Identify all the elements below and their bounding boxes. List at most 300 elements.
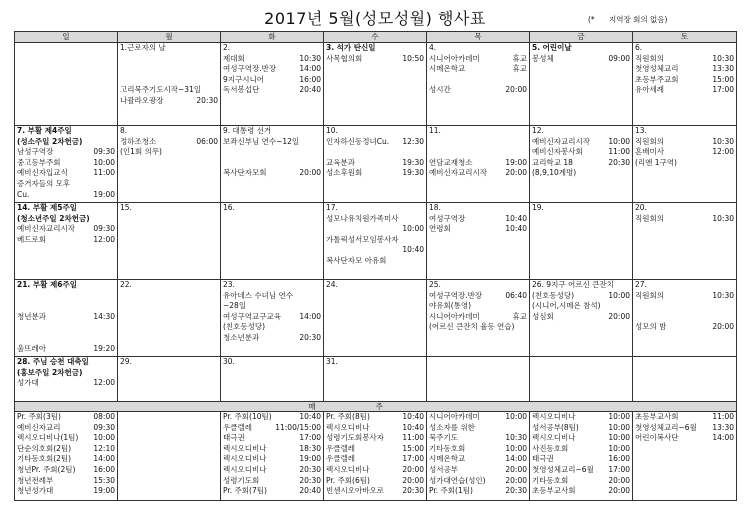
- event-name: 빈센시오아바오로: [326, 486, 384, 496]
- event-time: 14:00: [712, 433, 734, 443]
- weekly-event-item: [324, 412, 426, 423]
- event-name: 성모나유치원가족미사: [326, 213, 399, 223]
- event-time: 10:30: [712, 136, 734, 146]
- event-time: [319, 291, 321, 302]
- calendar-table: [14, 31, 737, 501]
- event-name: 사진동호회: [532, 443, 569, 453]
- event-time: 20:00: [505, 168, 527, 178]
- event-time: 14:00: [299, 311, 321, 321]
- event-item: [221, 75, 323, 86]
- event-name: (친호동성당): [223, 322, 266, 332]
- event-name: 시니어아카데미: [429, 53, 480, 63]
- event-item: [633, 214, 736, 225]
- day-cell[interactable]: [221, 357, 324, 402]
- event-time: 11:00: [93, 168, 115, 178]
- event-item: [530, 137, 632, 148]
- week-row: [15, 126, 737, 203]
- event-time: 10:00: [608, 443, 630, 453]
- event-time: 11:00: [608, 147, 630, 157]
- event-name: Pr. 주회(6팀): [326, 475, 370, 485]
- event-name: 유아세례: [635, 85, 664, 95]
- event-time: 12:10: [93, 443, 115, 453]
- day-number: 10.: [326, 126, 338, 135]
- event-time: [525, 322, 527, 333]
- event-time: 10:40: [299, 412, 321, 421]
- event-time: 17:00: [402, 454, 424, 464]
- day-number: 16.: [223, 203, 235, 212]
- weekly-event-item: [633, 433, 736, 444]
- event-name: 성가대연습(성인): [429, 475, 486, 485]
- event-time: 20:30: [299, 464, 321, 474]
- day-cell[interactable]: [324, 357, 427, 402]
- day-number: 31.: [326, 357, 338, 366]
- event-name: ~28일: [223, 301, 247, 311]
- event-item: [427, 158, 529, 169]
- event-time: 10:00: [505, 443, 527, 453]
- event-item: [221, 333, 323, 344]
- weekly-event-item: [530, 465, 632, 476]
- day-cell[interactable]: [530, 203, 633, 280]
- event-time: 19:00: [93, 189, 115, 199]
- event-name: 예비신자봉사회: [532, 147, 583, 157]
- event-time: [216, 147, 218, 158]
- event-item: [633, 75, 736, 86]
- event-name: 단순의호회(2팀): [17, 443, 72, 453]
- day-cell[interactable]: [633, 280, 737, 357]
- event-item: [633, 322, 736, 333]
- weekly-event-item: [15, 412, 117, 423]
- day-number: 19.: [532, 203, 544, 212]
- event-item: [15, 168, 117, 179]
- event-item: [324, 168, 426, 179]
- event-name: 예비신자입교식: [17, 168, 68, 178]
- weekly-event-item: [633, 423, 736, 434]
- weekly-cell[interactable]: [15, 412, 118, 501]
- event-name: 사목협의회: [326, 53, 363, 63]
- event-time: 20:00: [402, 464, 424, 474]
- weekly-event-item: [427, 454, 529, 465]
- event-time: 20:30: [196, 95, 218, 105]
- event-time: [525, 137, 527, 148]
- event-time: 10:40: [402, 422, 424, 432]
- event-time: [319, 322, 321, 333]
- day-cell[interactable]: [118, 280, 221, 357]
- event-item: [15, 344, 117, 355]
- event-name: 성심회: [532, 311, 554, 321]
- day-cell[interactable]: [633, 126, 737, 203]
- day-number: 26. 9지구 어르신 큰잔치: [532, 280, 614, 289]
- day-cell[interactable]: [221, 203, 324, 280]
- event-time: 20:00: [608, 311, 630, 321]
- day-number: 29.: [120, 357, 132, 366]
- weekly-event-item: [221, 412, 323, 423]
- event-item: [221, 168, 323, 179]
- event-item: [118, 75, 220, 86]
- event-time: 06:40: [505, 290, 527, 300]
- day-number: 23.: [223, 280, 235, 289]
- event-time: [319, 301, 321, 312]
- weekly-event-item: [324, 476, 426, 487]
- day-number: 17.: [326, 203, 338, 212]
- event-time: [113, 368, 115, 379]
- event-name: 성소자를 위한: [429, 422, 475, 432]
- day-cell[interactable]: [530, 357, 633, 402]
- day-cell[interactable]: [15, 203, 118, 280]
- day-cell[interactable]: [221, 280, 324, 357]
- event-name: 청년Pr. 주회(2팀): [17, 464, 76, 474]
- day-cell[interactable]: [118, 357, 221, 402]
- day-cell[interactable]: [118, 43, 221, 126]
- day-cell[interactable]: [324, 126, 427, 203]
- event-item: [633, 64, 736, 75]
- event-time: 12:00: [93, 234, 115, 244]
- event-item: [633, 85, 736, 96]
- event-name: 예비신자교리시작: [429, 168, 487, 178]
- event-time: 15:00: [402, 443, 424, 453]
- event-time: 14:30: [93, 311, 115, 321]
- event-time: [113, 333, 115, 344]
- day-number: 4.: [429, 43, 437, 52]
- event-time: 12:00: [712, 147, 734, 157]
- weekday-thu: 목: [427, 32, 530, 43]
- weekly-event-item: [324, 486, 426, 497]
- day-number: 14. 부활 제5주일: [17, 203, 77, 212]
- event-item: [633, 137, 736, 148]
- event-name: 성서공부(8팀): [532, 422, 579, 432]
- weekly-event-item: [427, 476, 529, 487]
- day-number: 20.: [635, 203, 647, 212]
- event-item: [15, 179, 117, 190]
- weekly-cell[interactable]: [530, 412, 633, 501]
- event-time: [732, 158, 734, 169]
- event-item: [633, 301, 736, 312]
- day-number: 13.: [635, 126, 647, 135]
- event-name: 렉시오디비나: [223, 443, 267, 453]
- event-name: 혼배미사: [635, 147, 664, 157]
- event-time: 13:30: [712, 422, 734, 432]
- day-number: 2.: [223, 43, 231, 52]
- weekly-header: 매주: [308, 402, 443, 411]
- event-name: 렉시오디비나: [223, 454, 267, 464]
- event-name: 기타동호회(2팀): [17, 454, 72, 464]
- event-time: 12:00: [93, 378, 115, 388]
- event-item: [15, 137, 117, 148]
- weekly-event-item: [427, 423, 529, 434]
- event-time: 09:30: [93, 147, 115, 157]
- weekly-event-item: [15, 476, 117, 487]
- event-name: 예비신자교리시작: [17, 224, 75, 234]
- event-name: 인자하신동정녀Cu.: [326, 136, 390, 146]
- event-name: 렉시오디비나: [326, 422, 370, 432]
- header-note: (* 지역장 회의 없음): [588, 15, 668, 24]
- event-name: 직원회의: [635, 213, 664, 223]
- event-item: [15, 322, 117, 333]
- event-time: 14:00: [93, 454, 115, 464]
- event-name: 가톨릭성서모임봉사자: [326, 234, 399, 244]
- event-time: 19:20: [93, 343, 115, 353]
- event-item: [221, 85, 323, 96]
- event-item: [427, 137, 529, 148]
- event-name: 우클렐레: [326, 454, 355, 464]
- event-item: [633, 147, 736, 158]
- day-number: 6.: [635, 43, 643, 52]
- day-cell[interactable]: [633, 203, 737, 280]
- event-time: [732, 301, 734, 312]
- day-number: 27.: [635, 280, 647, 289]
- event-name: 첫영성체교리~6월: [635, 422, 697, 432]
- event-name: 묵주기도: [429, 433, 458, 443]
- event-name: 야유회(통영): [429, 301, 472, 311]
- event-time: 10:00: [608, 433, 630, 443]
- day-cell[interactable]: [118, 126, 221, 203]
- day-cell[interactable]: [15, 43, 118, 126]
- event-item: [427, 301, 529, 312]
- event-name: 시니어아카데미: [429, 412, 480, 421]
- event-name: 연담교재청소: [429, 157, 473, 167]
- day-number: 28. 주님 승천 대축일: [17, 357, 89, 366]
- event-item: [15, 214, 117, 225]
- event-time: 10:50: [402, 53, 424, 63]
- event-name: (성소주일 2차헌금): [17, 136, 83, 146]
- day-number: 11.: [429, 126, 441, 135]
- event-name: 기타동호회: [532, 475, 569, 485]
- weekly-event-item: [324, 433, 426, 444]
- event-name: 울뜨레아: [17, 343, 46, 353]
- event-item: [221, 312, 323, 323]
- day-cell[interactable]: [530, 280, 633, 357]
- event-item: [427, 291, 529, 302]
- day-cell[interactable]: [633, 43, 737, 126]
- event-name: 태극권: [532, 454, 554, 464]
- event-time: 10:30: [299, 53, 321, 63]
- event-time: [319, 147, 321, 158]
- weekly-cell[interactable]: [633, 412, 737, 501]
- weekly-event-item: [530, 476, 632, 487]
- day-cell[interactable]: [221, 126, 324, 203]
- event-item: [633, 158, 736, 169]
- weekly-event-item: [427, 444, 529, 455]
- day-cell[interactable]: [324, 280, 427, 357]
- event-item: [427, 322, 529, 333]
- weekly-event-item: [15, 433, 117, 444]
- weekly-event-item: [15, 423, 117, 434]
- event-name: 태극권: [223, 433, 245, 443]
- event-item: [15, 312, 117, 323]
- day-cell[interactable]: [427, 43, 530, 126]
- weekly-cell[interactable]: [118, 412, 221, 501]
- day-cell[interactable]: [118, 203, 221, 280]
- event-time: 09:30: [93, 224, 115, 234]
- event-time: 13:30: [712, 64, 734, 74]
- event-name: 교육분과: [326, 157, 355, 167]
- weekly-event-item: [427, 433, 529, 444]
- event-name: 여성구역교구교육: [223, 311, 281, 321]
- event-name: Cu.: [17, 189, 30, 199]
- event-time: 10:00: [608, 422, 630, 432]
- weekday-header-row: [15, 32, 737, 43]
- event-name: 렉시오디비나(1팀): [17, 433, 79, 443]
- day-number: 3. 석가 탄신일: [326, 43, 376, 52]
- event-time: 휴교: [512, 311, 527, 321]
- day-number: 7. 부활 제4주일: [17, 126, 72, 135]
- weekly-event-item: [221, 433, 323, 444]
- event-time: 10:40: [402, 245, 424, 255]
- event-time: [113, 179, 115, 190]
- event-item: [118, 64, 220, 75]
- event-item: [221, 322, 323, 333]
- day-cell[interactable]: [633, 357, 737, 402]
- weekly-event-item: [427, 486, 529, 497]
- event-item: [118, 137, 220, 148]
- event-name: 렉시오디비나: [326, 464, 370, 474]
- event-time: 19:30: [402, 157, 424, 167]
- day-number: 5. 어린이날: [532, 43, 572, 52]
- event-item: [633, 312, 736, 323]
- event-name: Pr. 주회(1팀): [429, 486, 473, 496]
- event-name: 베드로회: [17, 234, 46, 244]
- event-item: [427, 147, 529, 158]
- event-name: 나괄라오광장: [120, 95, 164, 105]
- event-time: 20:30: [299, 475, 321, 485]
- event-time: 20:40: [299, 486, 321, 496]
- event-time: 20:00: [608, 486, 630, 496]
- event-item: [427, 85, 529, 96]
- event-name: 성모의 밤: [635, 322, 667, 332]
- event-time: 19:00: [505, 157, 527, 167]
- event-time: [216, 54, 218, 65]
- event-item: [15, 368, 117, 379]
- event-time: 12:30: [402, 136, 424, 146]
- week-row: [15, 203, 737, 280]
- event-time: 10:30: [712, 213, 734, 223]
- event-time: 14:00: [505, 454, 527, 464]
- event-name: 유아네스 수녀님 연수: [223, 290, 293, 300]
- event-time: [628, 168, 630, 179]
- event-item: [118, 85, 220, 96]
- day-cell[interactable]: [324, 203, 427, 280]
- event-time: 10:00: [608, 290, 630, 300]
- day-number: 8.: [120, 126, 128, 135]
- event-time: [525, 147, 527, 158]
- event-name: (시니어,시메온 참석): [532, 301, 601, 311]
- event-time: 10:00: [93, 157, 115, 167]
- day-number: 12.: [532, 126, 544, 135]
- event-name: (인1회 의무): [120, 147, 162, 157]
- event-name: (홍보주일 2차헌금): [17, 367, 83, 377]
- event-time: 20:00: [712, 322, 734, 332]
- event-name: 청년전례부: [17, 475, 54, 485]
- day-cell[interactable]: [530, 43, 633, 126]
- event-time: [422, 256, 424, 267]
- weekday-fri: 금: [530, 32, 633, 43]
- event-time: [113, 291, 115, 302]
- event-item: [324, 235, 426, 246]
- event-item: [427, 54, 529, 65]
- event-name: 여성구역장.반장: [223, 64, 277, 74]
- event-item: [324, 158, 426, 169]
- event-name: 여성구역장: [429, 213, 466, 223]
- event-name: 보좌신부님 연수~12일: [223, 136, 300, 146]
- event-name: 렉시오디비나: [223, 464, 267, 474]
- weekly-event-item: [427, 465, 529, 476]
- day-cell[interactable]: [15, 126, 118, 203]
- event-name: 초등부주교회: [635, 74, 679, 84]
- event-time: 20:00: [299, 168, 321, 178]
- event-time: 10:40: [402, 412, 424, 421]
- event-item: [221, 54, 323, 65]
- event-name: 예비신자교리: [17, 422, 61, 432]
- weekly-cell[interactable]: [221, 412, 324, 501]
- event-name: 독서봉섭단: [223, 85, 260, 95]
- event-item: [427, 214, 529, 225]
- event-time: 10:00: [608, 412, 630, 421]
- weekday-mon: 월: [118, 32, 221, 43]
- event-name: 렉시오디비나: [532, 433, 576, 443]
- event-item: [15, 235, 117, 246]
- day-number: 25.: [429, 280, 441, 289]
- day-cell[interactable]: [427, 126, 530, 203]
- event-time: 20:00: [505, 85, 527, 95]
- event-time: 20:30: [299, 332, 321, 342]
- weekly-event-item: [221, 423, 323, 434]
- day-cell[interactable]: [221, 43, 324, 126]
- event-item: [530, 291, 632, 302]
- event-name: 기타동호회: [429, 443, 466, 453]
- event-item: [15, 224, 117, 235]
- event-time: [216, 85, 218, 96]
- event-item: [427, 312, 529, 323]
- weekly-cell[interactable]: [324, 412, 427, 501]
- event-name: (청소년주일 2차헌금): [17, 213, 90, 223]
- event-time: [732, 312, 734, 323]
- day-cell[interactable]: [15, 280, 118, 357]
- day-cell[interactable]: [15, 357, 118, 402]
- event-name: 성가대: [17, 378, 39, 388]
- day-cell[interactable]: [530, 126, 633, 203]
- day-cell[interactable]: [427, 357, 530, 402]
- event-name: 청소년분과: [223, 332, 260, 342]
- event-item: [324, 214, 426, 225]
- event-name: (친호동성당): [532, 290, 575, 300]
- event-time: 20:00: [505, 475, 527, 485]
- day-cell[interactable]: [427, 203, 530, 280]
- event-time: 20:30: [505, 486, 527, 496]
- event-time: [319, 137, 321, 148]
- weekly-cell[interactable]: [427, 412, 530, 501]
- event-name: (어르신 큰잔치 율동 연습): [429, 322, 515, 332]
- event-name: 시메온학교: [429, 454, 466, 464]
- event-item: [15, 378, 117, 389]
- event-name: 성서공부: [429, 464, 458, 474]
- event-item: [118, 54, 220, 65]
- event-item: [324, 256, 426, 267]
- event-name: 여성구역장.반장: [429, 290, 483, 300]
- event-time: 06:00: [196, 136, 218, 146]
- event-name: 시니어아카데미: [429, 311, 480, 321]
- event-time: 19:00: [299, 454, 321, 464]
- day-cell[interactable]: [324, 43, 427, 126]
- page-title: 2017년 5월(성모성월) 행사표: [264, 9, 486, 28]
- week-row: [15, 357, 737, 402]
- event-name: 제대회: [223, 53, 245, 63]
- day-cell[interactable]: [427, 280, 530, 357]
- event-item: [324, 54, 426, 65]
- event-item: [530, 301, 632, 312]
- event-name: 청년분과: [17, 311, 46, 321]
- weekday-tue: 화: [221, 32, 324, 43]
- weekly-event-item: [221, 476, 323, 487]
- weekly-event-item: [324, 423, 426, 434]
